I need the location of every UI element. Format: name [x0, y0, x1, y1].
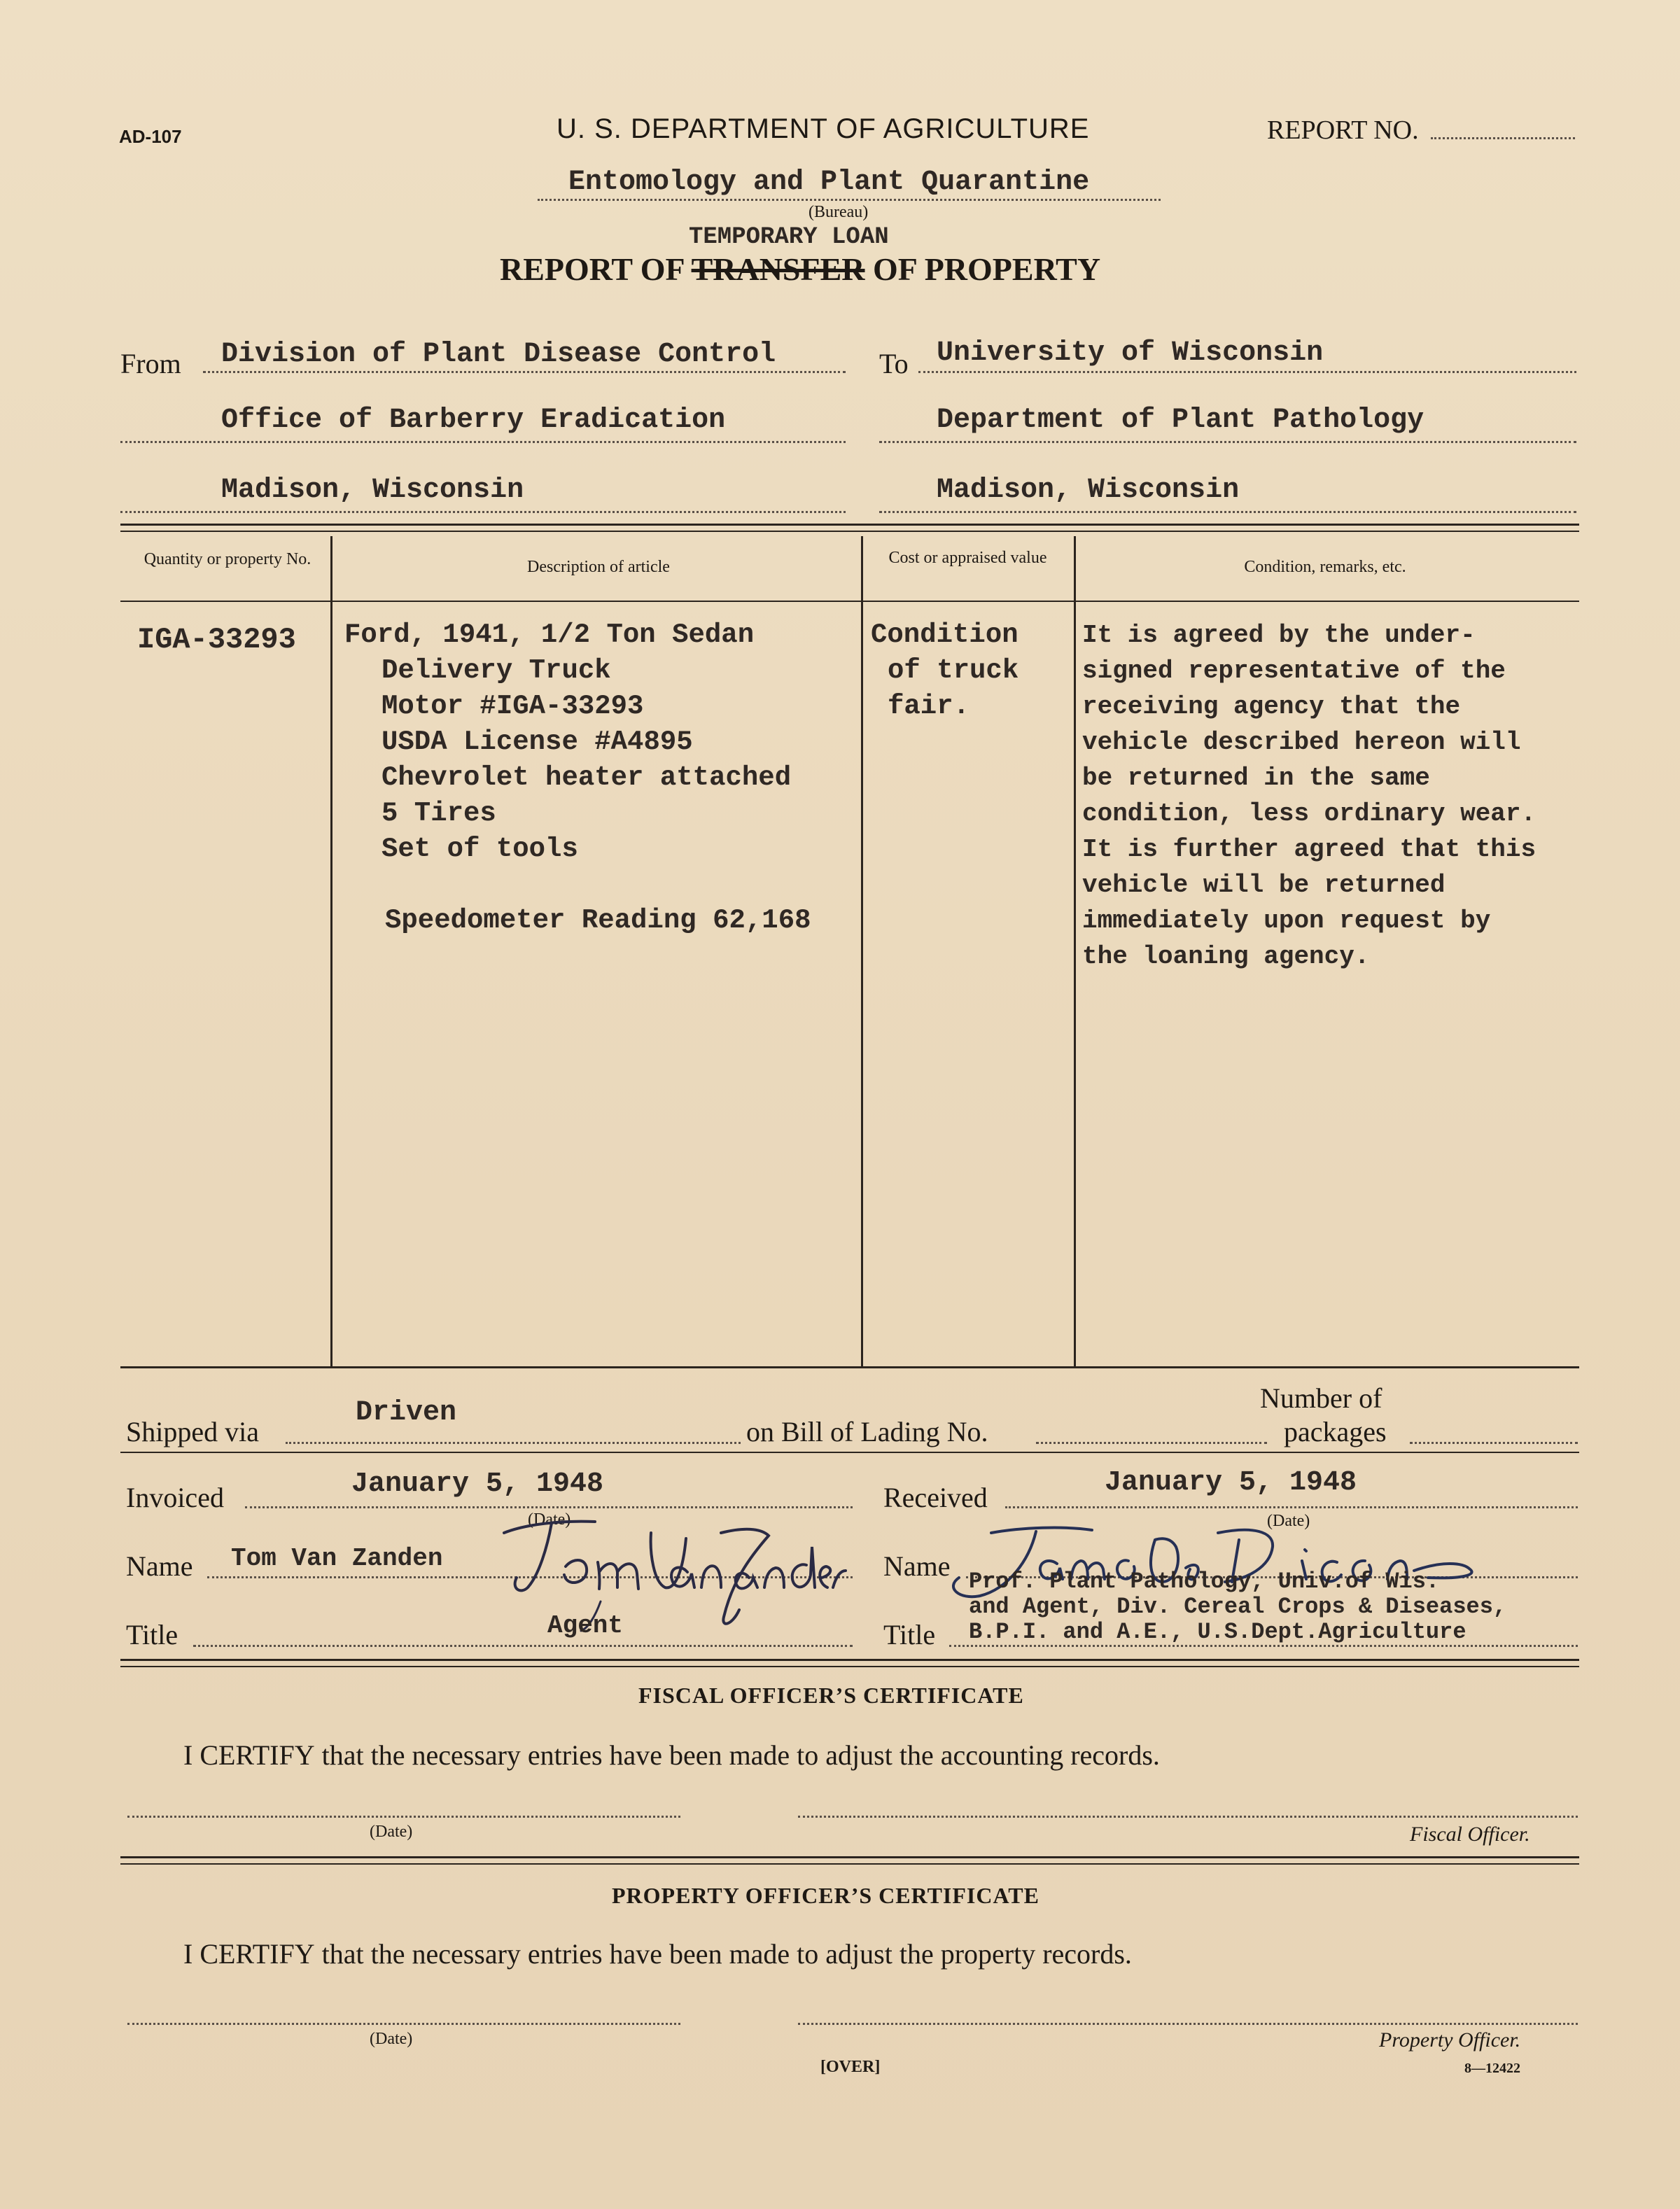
from-line-3-rule	[120, 511, 846, 513]
bureau-line	[538, 199, 1161, 201]
table-header-rule	[120, 601, 1579, 602]
property-date-label: (Date)	[370, 2030, 413, 2048]
title-suffix: OF PROPERTY	[873, 251, 1101, 287]
title-inserted-text: TEMPORARY LOAN	[689, 224, 889, 251]
department-heading: U. S. DEPARTMENT OF AGRICULTURE	[556, 113, 1090, 144]
received-label: Received	[883, 1482, 988, 1513]
remarks-line-5: be returned in the same	[1082, 764, 1430, 792]
remarks-line-7: It is further agreed that this	[1082, 835, 1536, 864]
description-line-1: Ford, 1941, 1/2 Ton Sedan	[344, 619, 755, 650]
description-line-4: USDA License #A4895	[382, 727, 693, 757]
remarks-line-4: vehicle described hereon will	[1082, 728, 1521, 757]
to-line-2: Department of Plant Pathology	[937, 405, 1424, 436]
cost-line-1: Condition	[871, 619, 1018, 650]
property-heading: PROPERTY OFFICER’S CERTIFICATE	[612, 1883, 1040, 1908]
from-label: From	[120, 348, 181, 379]
quantity-value: IGA-33293	[137, 623, 296, 657]
invoiced-signature	[483, 1505, 847, 1638]
fiscal-certify-statement	[183, 1739, 1160, 1772]
to-line-3-rule	[879, 511, 1576, 513]
remarks-line-9: immediately upon request by	[1082, 906, 1491, 935]
received-title-label: Title	[883, 1619, 936, 1650]
property-certify-statement	[183, 1937, 1132, 1970]
from-line-1-rule	[203, 371, 846, 373]
report-no-label: REPORT NO.	[1267, 115, 1419, 145]
invoiced-date-label: (Date)	[528, 1510, 571, 1529]
from-line-3: Madison, Wisconsin	[221, 475, 524, 506]
title-struck-word: TRANSFER	[691, 251, 865, 287]
packages-line	[1410, 1442, 1578, 1444]
header-quantity: Quantity or property No.	[144, 550, 312, 568]
invoiced-label: Invoiced	[126, 1482, 224, 1513]
to-line-3: Madison, Wisconsin	[937, 475, 1240, 506]
header-description: Description of article	[527, 558, 670, 576]
report-title	[500, 251, 1100, 288]
signature-block-rule	[120, 1659, 1579, 1661]
property-certify-word: I CERTIFY	[183, 1938, 315, 1970]
property-date-line	[127, 2023, 680, 2025]
received-title-line	[949, 1645, 1578, 1647]
bureau-value: Entomology and Plant Quarantine	[568, 167, 1090, 198]
from-line-1: Division of Plant Disease Control	[221, 339, 776, 370]
bill-of-lading-label: on Bill of Lading No.	[746, 1416, 988, 1447]
to-label: To	[879, 348, 909, 379]
remarks-line-3: receiving agency that the	[1082, 692, 1461, 721]
description-line-6: 5 Tires	[382, 798, 496, 829]
report-no-line	[1431, 137, 1575, 139]
packages-label-2: packages	[1284, 1416, 1387, 1447]
remarks-line-10: the loaning agency.	[1082, 942, 1370, 971]
title-prefix: REPORT OF	[500, 251, 684, 287]
bureau-label: (Bureau)	[808, 203, 869, 221]
table-top-rule	[120, 524, 1579, 526]
received-title-line-2: and Agent, Div. Cereal Crops & Diseases,	[969, 1594, 1507, 1620]
from-line-2-rule	[120, 441, 846, 443]
fiscal-officer-label: Fiscal Officer.	[1410, 1823, 1530, 1846]
header-condition: Condition, remarks, etc.	[1244, 558, 1406, 576]
description-line-8: Speedometer Reading 62,168	[385, 905, 811, 936]
remarks-line-6: condition, less ordinary wear.	[1082, 799, 1536, 828]
description-line-2: Delivery Truck	[382, 655, 611, 686]
invoiced-name: Tom Van Zanden	[231, 1544, 443, 1573]
invoiced-name-label: Name	[126, 1550, 193, 1582]
description-line-3: Motor #IGA-33293	[382, 691, 644, 722]
received-date-label: (Date)	[1267, 1512, 1310, 1530]
description-line-7: Set of tools	[382, 834, 578, 864]
form-number: AD-107	[119, 126, 182, 147]
received-title-line-1: Prof. Plant Pathology, Univ.of Wis.	[969, 1569, 1440, 1594]
received-name-label: Name	[883, 1550, 951, 1582]
property-officer-line	[798, 2023, 1578, 2025]
fiscal-date-line	[127, 1816, 680, 1818]
property-certify-text: that the necessary entries have been made to adjust the property records.	[321, 1938, 1132, 1970]
packages-label-1: Number of	[1260, 1382, 1382, 1414]
invoiced-date: January 5, 1948	[351, 1468, 604, 1500]
fiscal-certify-word: I CERTIFY	[183, 1739, 315, 1771]
cost-line-2: of truck	[888, 655, 1019, 686]
fiscal-date-label: (Date)	[370, 1823, 413, 1841]
from-line-2: Office of Barberry Eradication	[221, 405, 726, 436]
column-divider-2	[861, 536, 863, 1366]
invoiced-title-label: Title	[126, 1619, 178, 1650]
shipping-rule	[120, 1452, 1579, 1453]
invoiced-title: Agent	[547, 1611, 624, 1640]
shipped-via-label: Shipped via	[126, 1416, 259, 1447]
fiscal-rule	[120, 1856, 1579, 1858]
to-line-2-rule	[879, 441, 1576, 443]
property-officer-label: Property Officer.	[1379, 2028, 1521, 2052]
column-divider-3	[1074, 536, 1076, 1366]
remarks-line-2: signed representative of the	[1082, 657, 1506, 685]
shipped-via-line	[286, 1442, 741, 1444]
cost-line-3: fair.	[888, 691, 970, 722]
bill-of-lading-line	[1036, 1442, 1267, 1444]
received-date: January 5, 1948	[1105, 1467, 1357, 1499]
table-top-rule-2	[120, 531, 1579, 532]
description-line-5: Chevrolet heater attached	[382, 762, 792, 793]
fiscal-certify-text: that the necessary entries have been made to adjust the accounting records.	[321, 1739, 1160, 1771]
signature-block-rule-2	[120, 1666, 1579, 1667]
column-divider-1	[330, 536, 332, 1366]
remarks-line-8: vehicle will be returned	[1082, 871, 1446, 899]
received-title-line-3: B.P.I. and A.E., U.S.Dept.Agriculture	[969, 1619, 1466, 1645]
header-cost: Cost or appraised value	[888, 549, 1047, 567]
received-date-line	[1005, 1506, 1578, 1508]
fiscal-heading: FISCAL OFFICER’S CERTIFICATE	[638, 1683, 1024, 1708]
to-line-1-rule	[918, 371, 1576, 373]
remarks-line-1: It is agreed by the under-	[1082, 621, 1476, 650]
fiscal-rule-2	[120, 1863, 1579, 1865]
print-code: 8—12422	[1464, 2061, 1520, 2076]
to-line-1: University of Wisconsin	[937, 337, 1324, 369]
invoiced-title-line	[193, 1645, 853, 1647]
shipped-via-value: Driven	[356, 1397, 457, 1429]
fiscal-officer-line	[798, 1816, 1578, 1818]
over-note: [OVER]	[820, 2058, 881, 2076]
table-bottom-rule	[120, 1366, 1579, 1368]
